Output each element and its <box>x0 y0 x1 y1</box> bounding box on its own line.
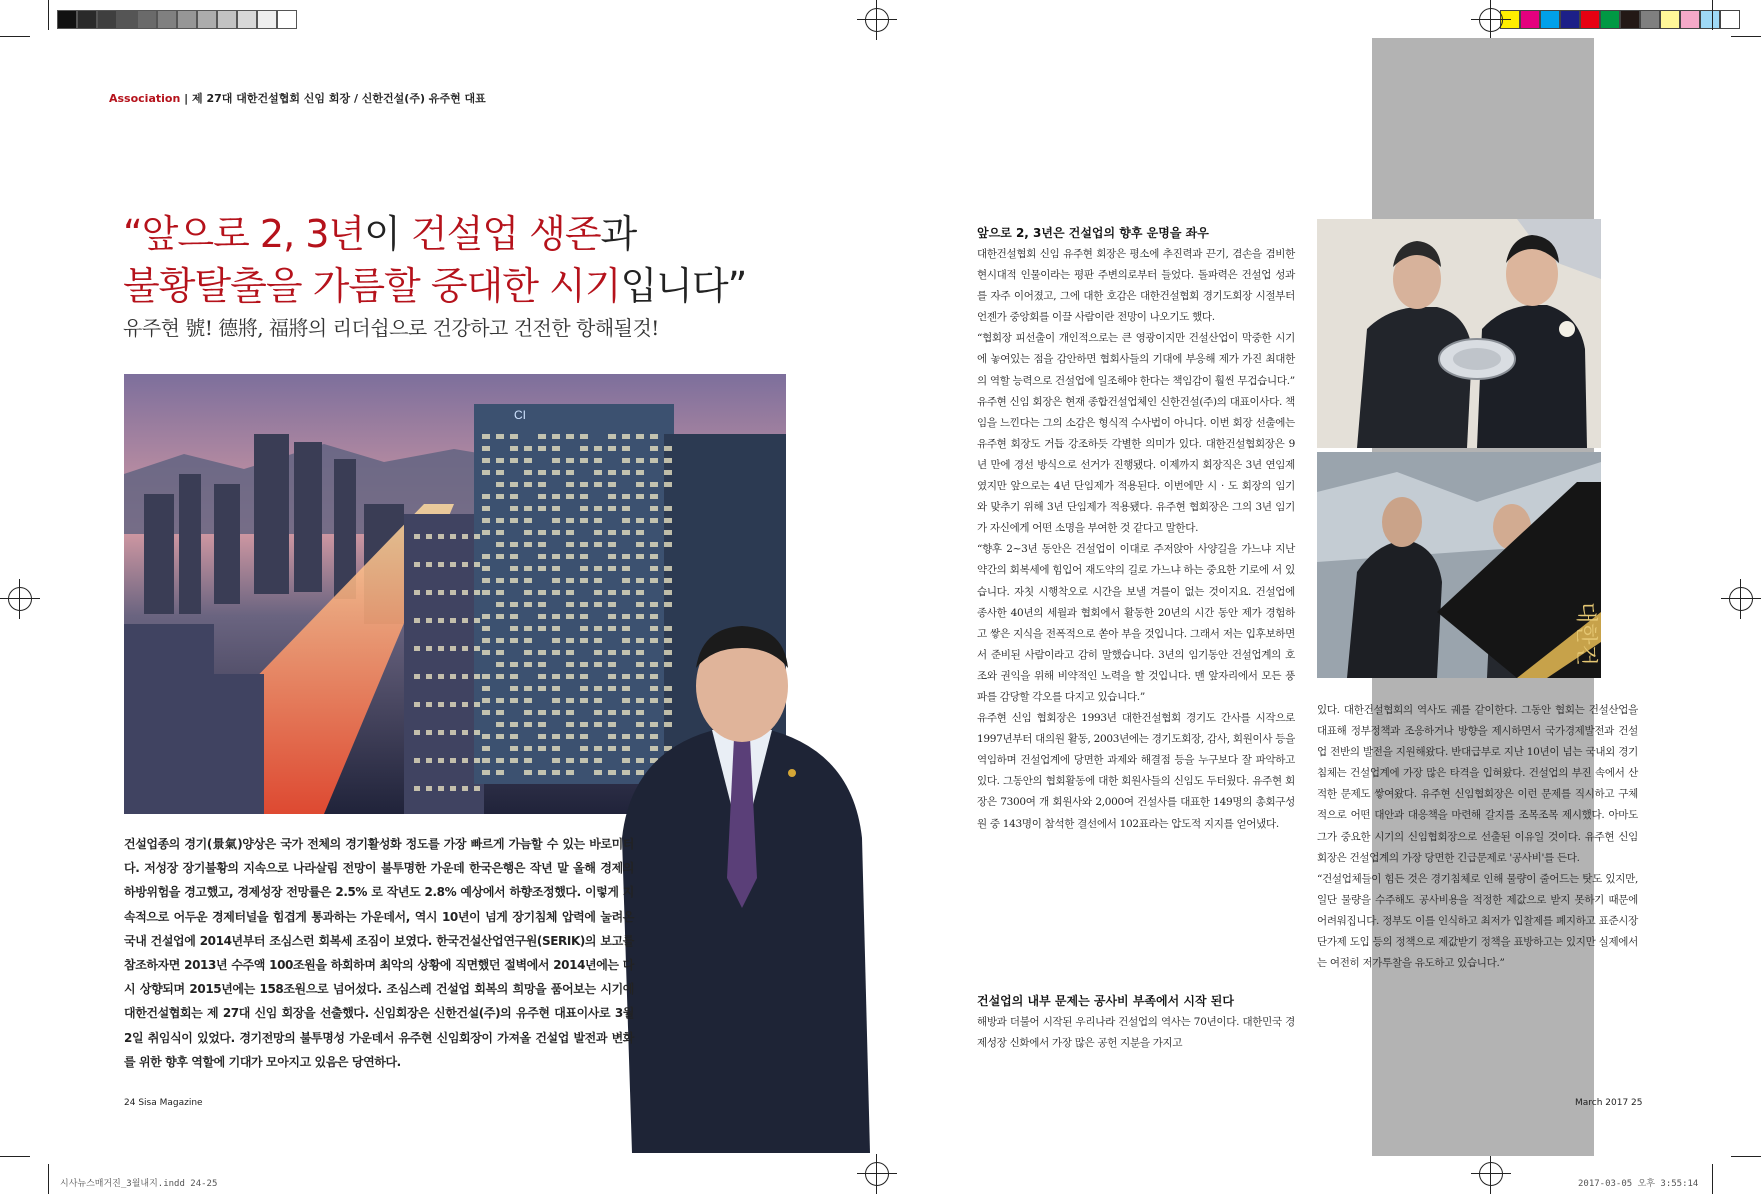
paragraph: “향후 2~3년 동안은 건설업이 이대로 주저앉아 사양길을 가느냐 지난 약간의 회복세에 힘입어 재도약의 길로 가느냐 하는 중요한 기로에 서 있습니다. 자칫 시행착오로 시간을 보낼 겨를이 없는 것이지요. 건설업에 종사한 40년의 세월과 협회에서 활동한 20년의 시간 동안 제가 경험하고 쌓은 지식을 전폭적으로 쏟아 부을 것입니다. 그래서 저는 입후보하면서 준비된 사람이라고 감히 말했습니다. 3년의 임기동안 건설업계의 호조와 권익을 위해 비약적인 노력을 할 것입니다. 맨 앞자리에서 모든 풍파를 감당할 각오를 다지고 있습니다.” <box>977 543 1295 703</box>
registration-mark-left <box>0 579 40 619</box>
paragraph: 대한건설협회 신임 유주현 회장은 평소에 추진력과 끈기, 겸손을 겸비한 현시대적 인물이라는 평판 주변의로부터 들었다. 돌파력은 건설업 성과를 자주 이어졌고, 그에 대한 호감은 대한건설협회 경기도회장 시절부터 언젠가 중앙회를 이끌 사람이란 전망이 나오기도 했다. <box>977 248 1295 324</box>
headline <box>123 208 746 312</box>
registration-mark-top-left-center <box>857 0 897 40</box>
color-swatch <box>1660 10 1680 29</box>
registration-mark-top-right-center <box>1471 0 1511 40</box>
registration-mark-bottom-left-center <box>857 1154 897 1194</box>
slug-filename: 시사뉴스매거진_3월내지.indd 24-25 <box>60 1179 218 1189</box>
cmyk-color-bar <box>1500 10 1740 29</box>
section-label: Association <box>109 92 181 105</box>
grayscale-color-bar <box>57 10 297 29</box>
paragraph: 유주현 신임 협회장은 1993년 대한건설협회 경기도 간사를 시작으로 1997년부터 대의원 활동, 2003년에는 경기도회장, 감사, 회원이사 등을 역임하며 건설업계에 당면한 과제와 해결점 등을 누구보다 잘 파악하고 있다. 그동안의 협회활동에 대한 회원사들의 신임도 두터웠다. 유주현 회장은 7300여 개 회원사와 2,000여 건설사를 대표한 149명의 총회구성원 중 143명이 참석한 결선에서 102표라는 압도적 지지를 얻어냈다. <box>977 712 1295 830</box>
color-swatch <box>57 10 77 29</box>
headline-line-1 <box>123 208 746 260</box>
paragraph: “협회장 피선출이 개인적으로는 큰 영광이지만 건설산업이 막중한 시기에 놓여있는 점을 감안하면 협회사들의 기대에 부응해 제가 가진 최대한의 역할 능력으로 건설업에 일조해야 한다는 책임감이 훨씬 무겁습니다.” <box>977 332 1295 387</box>
color-swatch <box>97 10 117 29</box>
color-swatch <box>177 10 197 29</box>
crop-mark <box>0 1156 30 1157</box>
lead-paragraph: 건설업종의 경기(景氣)양상은 국가 전체의 경기활성화 정도를 가장 빠르게 가늠할 수 있는 바로미터다. 저성장 장기불황의 지속으로 나라살림 전망이 불투명한 가운데 한국은행은 작년 말 올해 경제의 하방위험을 경고했고, 경제성장 전망률은 2.5% 로 작년도 2.8% 예상에서 하향조정했다. 이렇게 지속적으로 어두운 경제터널을 힘겹게 통과하는 가운데서, 역시 10년이 넘게 장기침체 압력에 눌려온 국내 건설업에 2014년부터 조심스런 회복세 조짐이 보였다. 한국건설산업연구원(SERIK)의 보고를 참조하자면 2013년 수주액 100조원을 하회하며 최악의 상황에 직면했던 절벽에서 2014년에는 다시 상향되며 2015년에는 158조원으로 넘어섰다. 조심스레 건설업 회복의 희망을 품어보는 시기에 대한건설협회는 제 27대 신임 회장을 선출했다. 신임회장은 신한건설(주)의 유주현 대표이사로 3월 2일 취임식이 있었다. 경기전망의 불투명성 가운데서 유주현 신임회장이 가져올 건설업 발전과 변화를 위한 향후 역할에 기대가 모아지고 있음은 당연하다. <box>124 837 634 1069</box>
page-folio-right: March 2017 25 <box>1575 1098 1643 1108</box>
headline-segment: 불황탈출을 가름할 중대한 시기 <box>123 264 621 308</box>
headline-segment: 이 <box>364 212 411 256</box>
right-column-text <box>1317 700 1638 974</box>
color-swatch <box>1640 10 1660 29</box>
crop-mark <box>0 36 30 37</box>
middle-column-text-2 <box>977 1012 1295 1054</box>
building-sign-text: CI <box>514 408 526 422</box>
color-swatch <box>1680 10 1700 29</box>
page-folio-left: 24 Sisa Magazine <box>124 1098 203 1108</box>
color-swatch <box>1600 10 1620 29</box>
crop-mark <box>1731 1156 1761 1157</box>
headline-line-2 <box>123 260 746 312</box>
color-swatch <box>237 10 257 29</box>
award-ceremony-photo <box>1317 219 1601 448</box>
registration-mark-right <box>1721 579 1761 619</box>
headline-segment: “앞으로 2, 3년 <box>123 212 365 256</box>
crop-mark <box>1712 1164 1713 1194</box>
color-swatch <box>1580 10 1600 29</box>
section-subtitle-1: 앞으로 2, 3년은 건설업의 향후 운명을 좌우 <box>977 226 1209 240</box>
crop-mark <box>48 0 49 30</box>
color-swatch <box>257 10 277 29</box>
paragraph: 있다. 대한건설협회의 역사도 궤를 같이한다. 그동안 협회는 건설산업을 대표해 정부정책과 조응하거나 방향을 제시하면서 국가경제발전과 건설업 전반의 발전을 지원해왔다. 반대급부로 지난 10년이 넘는 국내외 경기침체는 건설업계에 가장 많은 타격을 입혀왔다. 건설업의 부진 속에서 산적한 문제도 쌓여왔다. 유주현 신임협회장은 이런 문제를 직시하고 구체적으로 어떤 대안과 대응책을 마련해 갈지를 조목조목 제시했다. 아마도 그가 중요한 시기의 신임협회장으로 선출된 이유일 것이다. 유주현 신임회장은 건설업계의 가장 당면한 긴급문제로 '공사비'를 든다. <box>1317 704 1638 864</box>
running-header <box>109 90 486 106</box>
middle-column-text <box>977 244 1295 835</box>
paragraph: “건설업체들이 힘든 것은 경기침체로 인해 물량이 줄어드는 탓도 있지만, 일단 물량을 수주해도 공사비용을 적정한 제값으로 받지 못하기 때문에 어려워집니다. 정부도 이를 인식하고 최저가 입찰제를 폐지하고 표준시장단가제 도입 등의 정책으로 제값받기 정책을 표방하고는 있지만 실제에서는 여전히 저가투찰을 유도하고 있습니다.” <box>1317 872 1638 970</box>
color-swatch <box>1620 10 1640 29</box>
registration-mark-bottom-right-center <box>1471 1154 1511 1194</box>
crop-mark <box>1712 0 1713 30</box>
color-swatch <box>277 10 297 29</box>
flag-handover-photo <box>1317 452 1601 678</box>
color-swatch <box>1700 10 1720 29</box>
crop-mark <box>48 1164 49 1194</box>
subheadline: 유주현 號! 德將, 福將의 리더쉽으로 건강하고 건전한 항해될것! <box>123 316 659 340</box>
color-swatch <box>77 10 97 29</box>
headline-segment: 건설업 생존 <box>410 212 601 256</box>
header-separator: | <box>180 92 192 105</box>
color-swatch <box>137 10 157 29</box>
flag-text: 대한건 <box>1574 602 1599 666</box>
color-swatch <box>217 10 237 29</box>
color-swatch <box>1720 10 1740 29</box>
color-swatch <box>1540 10 1560 29</box>
color-swatch <box>157 10 177 29</box>
crop-mark <box>1731 36 1761 37</box>
paragraph: 유주현 신임 회장은 현재 종합건설업체인 신한건설(주)의 대표이사다. 책임을 느낀다는 그의 소감은 형식적 수사법이 아니다. 이번 회장 선출에는 유주현 회장도 거듭 강조하듯 각별한 의미가 있다. 대한건설협회장은 9년 만에 경선 방식으로 선거가 진행됐다. 이제까지 회장직은 3년 연임제였지만 앞으로는 4년 단임제가 적용된다. 이번에만 시 · 도 회장의 임기와 맞추기 위해 3년 단임제가 적용됐다. 유주현 협회장은 그의 3년 임기가 자신에게 어떤 소명을 부여한 것 같다고 말한다. <box>977 395 1295 535</box>
president-portrait <box>612 618 872 1153</box>
color-swatch <box>1520 10 1540 29</box>
color-swatch <box>117 10 137 29</box>
headline-segment: 과 <box>600 212 637 256</box>
color-swatch <box>197 10 217 29</box>
header-title: 제 27대 대한건설협회 신임 회장 / 신한건설(주) 유주현 대표 <box>191 92 486 105</box>
paragraph: 해방과 더불어 시작된 우리나라 건설업의 역사는 70년이다. 대한민국 경제성장 신화에서 가장 많은 공헌 지분을 가지고 <box>977 1016 1295 1050</box>
slug-timestamp: 2017-03-05 오후 3:55:14 <box>1578 1179 1699 1189</box>
headline-segment: 입니다” <box>620 264 747 308</box>
color-swatch <box>1560 10 1580 29</box>
section-subtitle-2: 건설업의 내부 문제는 공사비 부족에서 시작 된다 <box>977 994 1234 1008</box>
